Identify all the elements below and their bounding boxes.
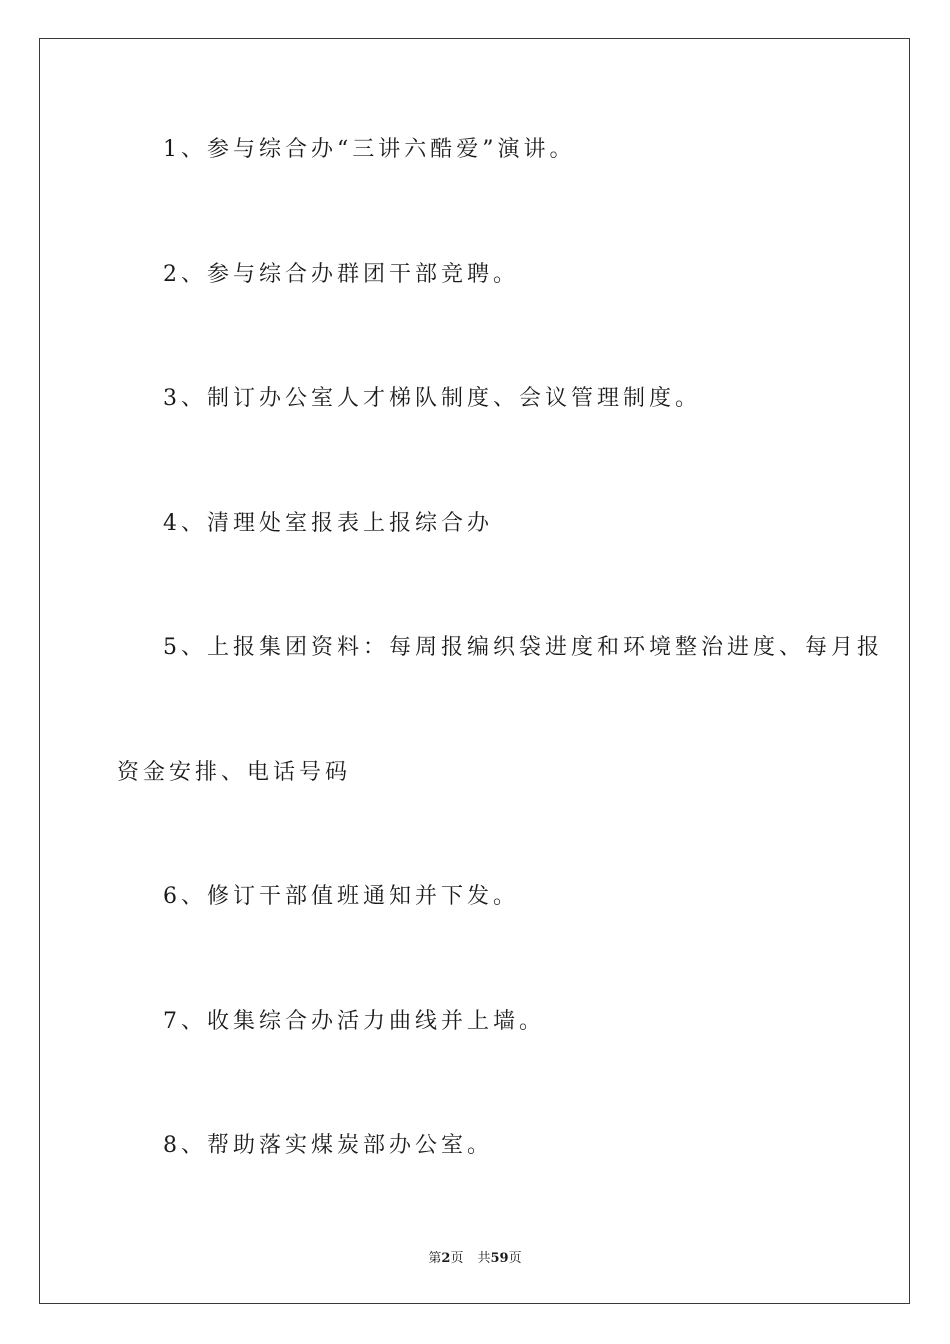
page-suffix: 页 [450,1251,464,1266]
paragraph-item-5-continued: 资金安排、电话号码 [117,760,352,785]
paragraph-item-6: 6、修订干部值班通知并下发。 [163,884,519,909]
paragraph-item-4: 4、清理处室报表上报综合办 [163,511,493,536]
paragraph-item-8: 8、帮助落实煤炭部办公室。 [163,1133,493,1158]
total-pages: 59 [490,1251,509,1266]
page-prefix: 第 [428,1251,442,1266]
paragraph-item-2: 2、参与综合办群团干部竞聘。 [163,262,519,287]
total-prefix: 共 [477,1251,491,1266]
paragraph-item-5: 5、上报集团资料：每周报编织袋进度和环境整治进度、每月报 [163,635,883,660]
page-number: 2 [441,1251,451,1266]
paragraph-item-7: 7、收集综合办活力曲线并上墙。 [163,1009,545,1034]
page-border [39,38,910,1304]
paragraph-item-1: 1、参与综合办“三讲六酷爱”演讲。 [163,137,576,162]
page-footer [0,1247,950,1266]
paragraph-item-3: 3、制订办公室人才梯队制度、会议管理制度。 [163,386,701,411]
total-suffix: 页 [508,1251,522,1266]
